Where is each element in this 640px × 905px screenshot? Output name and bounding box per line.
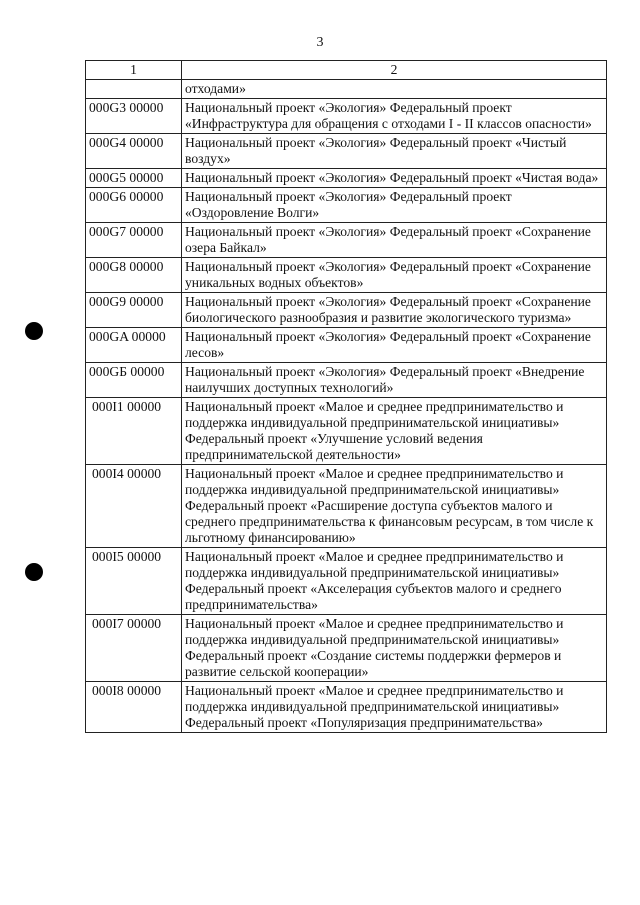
- row-name: Национальный проект «Экология» Федеральный проект «Оздоровление Волги»: [182, 188, 607, 223]
- row-name: Национальный проект «Малое и среднее предпринимательство и поддержка индивидуальной предпринимательской инициативы» Федеральный проект «Популяризация предпринимательства»: [182, 682, 607, 733]
- table-row: [86, 169, 607, 188]
- row-code: 000G3 00000: [86, 99, 182, 134]
- row-code: 000I5 00000: [86, 548, 182, 615]
- page-number: 3: [316, 35, 324, 50]
- row-name: Национальный проект «Экология» Федеральный проект «Чистый воздух»: [182, 134, 607, 169]
- row-name: Национальный проект «Экология» Федеральный проект «Сохранение биологического разнообразия и развитие экологического туризма»: [182, 293, 607, 328]
- table-row: [86, 548, 607, 615]
- table-row: [86, 328, 607, 363]
- row-code: 000G6 00000: [86, 188, 182, 223]
- table-row: [86, 293, 607, 328]
- row-code: 000G9 00000: [86, 293, 182, 328]
- row-code: 000G8 00000: [86, 258, 182, 293]
- column-header-2: 2: [182, 61, 607, 80]
- row-code: 000G4 00000: [86, 134, 182, 169]
- table-row: [86, 615, 607, 682]
- row-name: Национальный проект «Экология» Федеральный проект «Сохранение уникальных водных объектов»: [182, 258, 607, 293]
- row-name: Национальный проект «Экология» Федеральный проект «Сохранение лесов»: [182, 328, 607, 363]
- table-row: [86, 99, 607, 134]
- table-row: [86, 258, 607, 293]
- table-row: [86, 134, 607, 169]
- row-code: 000I8 00000: [86, 682, 182, 733]
- row-name: Национальный проект «Экология» Федеральный проект «Сохранение озера Байкал»: [182, 223, 607, 258]
- table-row: [86, 398, 607, 465]
- row-code: 000I7 00000: [86, 615, 182, 682]
- row-name: Национальный проект «Малое и среднее предпринимательство и поддержка индивидуальной предпринимательской инициативы» Федеральный проект «Расширение доступа субъектов малого и среднего предпринимательства к финансовым ресурсам, в том числе к льготному финансированию»: [182, 465, 607, 548]
- punch-hole-mark: [25, 322, 43, 340]
- row-name: Национальный проект «Экология» Федеральный проект «Чистая вода»: [182, 169, 607, 188]
- row-name: отходами»: [182, 80, 607, 99]
- column-header-1: 1: [86, 61, 182, 80]
- table-row: [86, 223, 607, 258]
- table-row: [86, 363, 607, 398]
- row-code: 000G5 00000: [86, 169, 182, 188]
- row-name: Национальный проект «Малое и среднее предпринимательство и поддержка индивидуальной предпринимательской инициативы» Федеральный проект «Улучшение условий ведения предпринимательской деятельности»: [182, 398, 607, 465]
- row-code: [86, 80, 182, 99]
- table-row: [86, 188, 607, 223]
- row-name: Национальный проект «Экология» Федеральный проект «Внедрение наилучших доступных технологий»: [182, 363, 607, 398]
- row-code: 000GA 00000: [86, 328, 182, 363]
- row-code: 000GБ 00000: [86, 363, 182, 398]
- row-code: 000G7 00000: [86, 223, 182, 258]
- row-code: 000I4 00000: [86, 465, 182, 548]
- table-header-row: [86, 61, 607, 80]
- table-row: [86, 682, 607, 733]
- row-name: Национальный проект «Экология» Федеральный проект «Инфраструктура для обращения с отходами I - II классов опасности»: [182, 99, 607, 134]
- table-row: [86, 465, 607, 548]
- punch-hole-mark: [25, 563, 43, 581]
- budget-codes-table: [85, 60, 607, 733]
- table-row: [86, 80, 607, 99]
- row-name: Национальный проект «Малое и среднее предпринимательство и поддержка индивидуальной предпринимательской инициативы» Федеральный проект «Акселерация субъектов малого и среднего предпринимательства»: [182, 548, 607, 615]
- row-code: 000I1 00000: [86, 398, 182, 465]
- row-name: Национальный проект «Малое и среднее предпринимательство и поддержка индивидуальной предпринимательской инициативы» Федеральный проект «Создание системы поддержки фермеров и развитие сельской кооперации»: [182, 615, 607, 682]
